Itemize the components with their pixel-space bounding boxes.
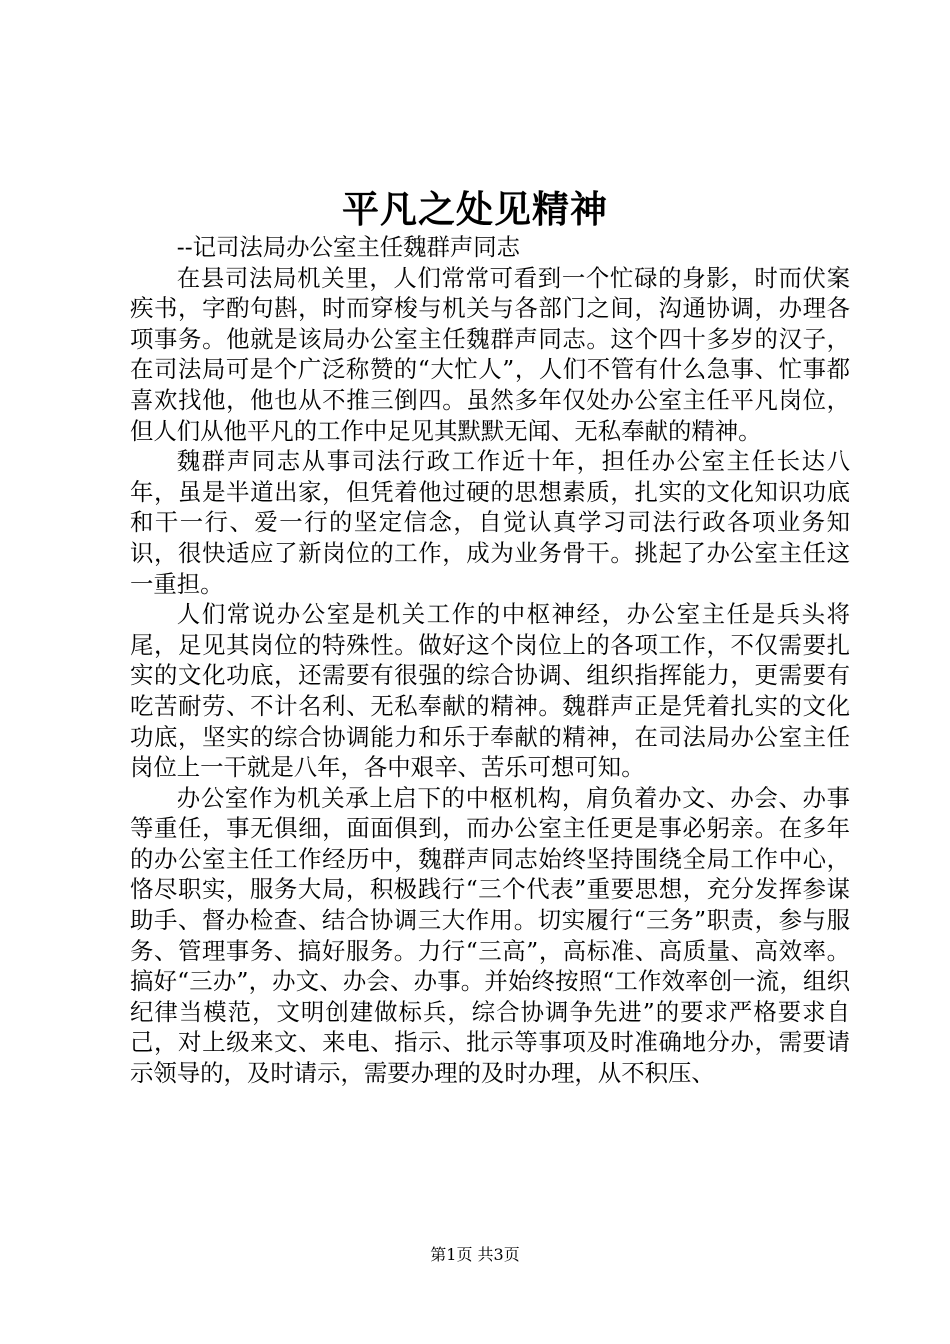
paragraph-2: 魏群声同志从事司法行政工作近十年，担任办公室主任长达八年，虽是半道出家，但凭着他过硬的思想素质，扎实的文化知识功底和干一行、爱一行的坚定信念，自觉认真学习司法行政各项业务知识，很快适应了新岗位的工作，成为业务骨干。挑起了办公室主任这一重担。 xyxy=(130,447,850,598)
document-body xyxy=(130,232,850,1089)
paragraph-1: 在县司法局机关里，人们常常可看到一个忙碌的身影，时而伏案疾书，字酌句斟，时而穿梭与机关与各部门之间，沟通协调，办理各项事务。他就是该局办公室主任魏群声同志。这个四十多岁的汉子，在司法局可是个广泛称赞的“大忙人”，人们不管有什么急事、忙事都喜欢找他，他也从不推三倒四。虽然多年仅处办公室主任平凡岗位，但人们从他平凡的工作中足见其默默无闻、无私奉献的精神。 xyxy=(130,263,850,445)
paragraph-4: 办公室作为机关承上启下的中枢机构，肩负着办文、办会、办事等重任，事无俱细，面面俱到，而办公室主任更是事必躬亲。在多年的办公室主任工作经历中，魏群声同志始终坚持围绕全局工作中心，恪尽职实，服务大局，积极践行“三个代表”重要思想，充分发挥参谋助手、督办检查、结合协调三大作用。切实履行“三务”职责，参与服务、管理事务、搞好服务。力行“三高”，高标准、高质量、高效率。搞好“三办”，办文、办会、办事。并始终按照“工作效率创一流，组织纪律当模范，文明创建做标兵，综合协调争先进”的要求严格要求自己，对上级来文、来电、指示、批示等事项及时准确地分办，需要请示领导的，及时请示，需要办理的及时办理，从不积压、 xyxy=(130,783,850,1088)
page-footer: 第1页 共3页 xyxy=(430,1245,520,1264)
document-title: 平凡之处见精神 xyxy=(342,187,608,231)
document-subtitle: --记司法局办公室主任魏群声同志 xyxy=(176,233,521,261)
paragraph-3: 人们常说办公室是机关工作的中枢神经，办公室主任是兵头将尾，足见其岗位的特殊性。做好这个岗位上的各项工作，不仅需要扎实的文化功底，还需要有很强的综合协调、组织指挥能力，更需要有吃苦耐劳、不计名利、无私奉献的精神。魏群声正是凭着扎实的文化功底，坚实的综合协调能力和乐于奉献的精神，在司法局办公室主任岗位上一干就是八年，各中艰辛、苦乐可想可知。 xyxy=(130,600,850,782)
